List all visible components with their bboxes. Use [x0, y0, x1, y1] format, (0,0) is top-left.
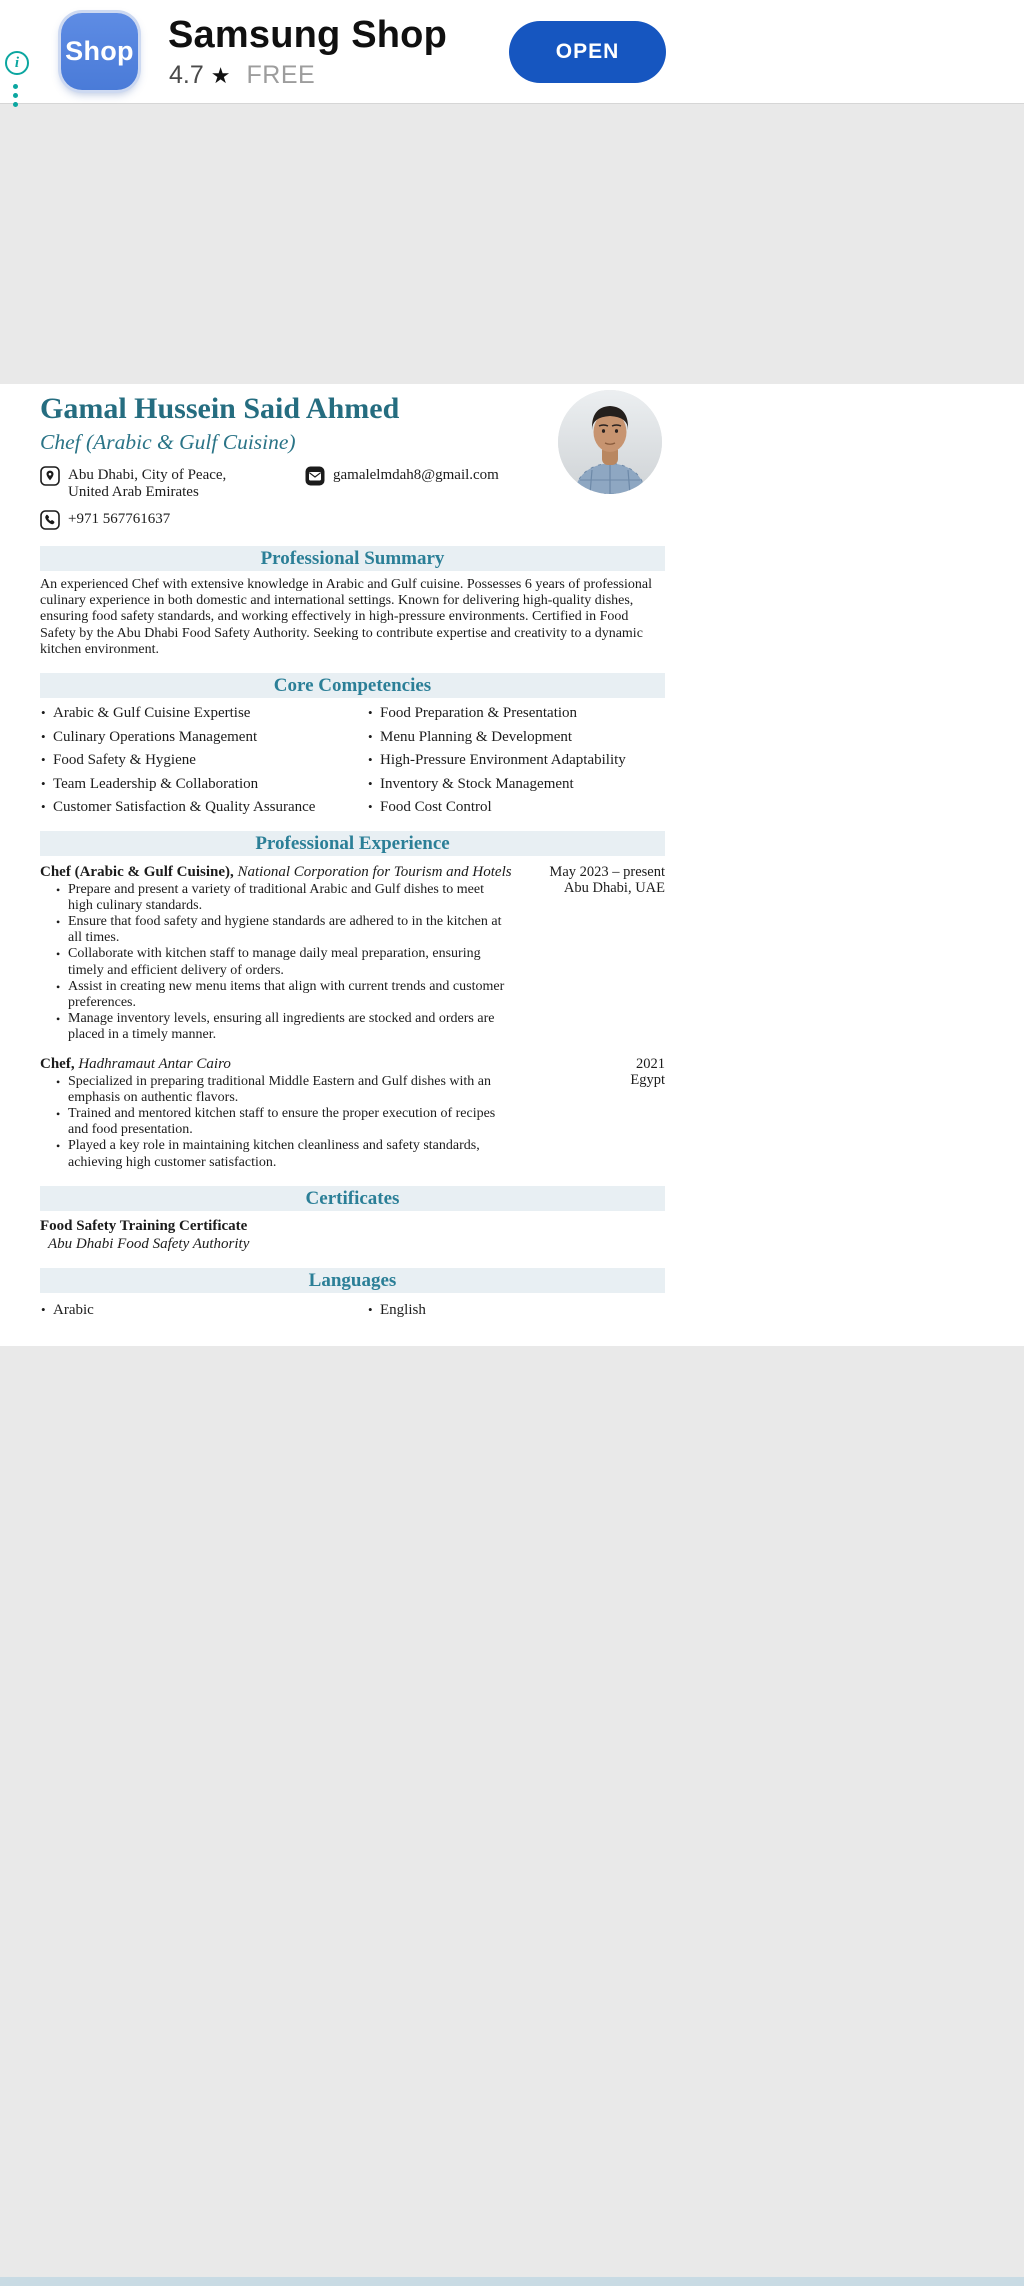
section-heading-summary: Professional Summary: [40, 546, 665, 571]
email-icon: [305, 466, 325, 486]
job-company: Hadhramaut Antar Cairo: [78, 1055, 231, 1072]
job-location: Egypt: [630, 1072, 665, 1089]
person-role: Chef (Arabic & Gulf Cuisine): [40, 430, 296, 454]
price-label: FREE: [246, 61, 316, 89]
summary-text: An experienced Chef with extensive knowledge in Arabic and Gulf cuisine. Possesses 6 years of professional culinary experience in both domestic and international settings. Known for delivering high-quality dishes, ensuring food safety standards, and working effectively in high-pressure environments. Certified in Food Safety by the Abu Dhabi Food Safety Authority. Seeking to contribute expertise and creativity to a dynamic kitchen environment.: [40, 577, 652, 657]
job-date: May 2023 – present: [549, 863, 665, 880]
app-rating-row: [169, 61, 315, 90]
job-bullets: [40, 882, 665, 1044]
list-item: • English: [367, 1302, 665, 1319]
info-icon[interactable]: i: [5, 51, 29, 75]
contact-phone: [40, 510, 305, 530]
certificate-name: Food Safety Training Certificate: [40, 1217, 248, 1234]
job-title: Chef,: [40, 1055, 75, 1072]
list-item: • Food Safety & Hygiene: [40, 752, 367, 769]
kebab-dot: [13, 84, 18, 89]
email-text: gamalelmdah8@gmail.com: [333, 467, 499, 483]
list-item: • Prepare and present a variety of traditional Arabic and Gulf dishes to meet high culinary standards.: [56, 882, 506, 914]
open-button[interactable]: OPEN: [509, 21, 666, 83]
list-item: • Menu Planning & Development: [367, 729, 665, 746]
phone-text: +971 567761637: [68, 511, 171, 527]
experience-job: [40, 1056, 665, 1171]
location-text: Abu Dhabi, City of Peace, United Arab Emirates: [68, 467, 227, 500]
avatar: [558, 390, 662, 494]
resume-content: [40, 384, 665, 1318]
app-icon[interactable]: Shop: [61, 13, 138, 90]
section-heading-languages: Languages: [40, 1268, 665, 1293]
job-bullets: [40, 1074, 665, 1171]
list-item: • Team Leadership & Collaboration: [40, 776, 367, 793]
section-heading-experience: Professional Experience: [40, 831, 665, 856]
languages-list: [40, 1302, 665, 1319]
app-install-banner: [0, 0, 1024, 103]
list-item: • Trained and mentored kitchen staff to ensure the proper execution of recipes and food presentation.: [56, 1106, 506, 1138]
list-item: • Arabic & Gulf Cuisine Expertise: [40, 705, 367, 722]
job-date-location: [630, 1056, 665, 1089]
list-item: • Food Preparation & Presentation: [367, 705, 665, 722]
list-item: • Ensure that food safety and hygiene standards are adhered to in the kitchen at all times.: [56, 914, 506, 946]
section-heading-competencies: Core Competencies: [40, 673, 665, 698]
job-date-location: [549, 864, 665, 897]
certificate-issuer: Abu Dhabi Food Safety Authority: [48, 1235, 250, 1252]
person-photo: [558, 390, 662, 494]
list-item: • Collaborate with kitchen staff to manage daily meal preparation, ensuring timely and efficient delivery of orders.: [56, 946, 506, 978]
list-item: • Specialized in preparing traditional Middle Eastern and Gulf dishes with an emphasis on authentic flavors.: [56, 1074, 506, 1106]
list-item: • Customer Satisfaction & Quality Assurance: [40, 799, 367, 816]
job-title: Chef (Arabic & Gulf Cuisine),: [40, 863, 234, 880]
job-date: 2021: [636, 1055, 665, 1072]
resume-page: [0, 384, 1024, 1346]
person-name: Gamal Hussein Said Ahmed: [40, 392, 400, 425]
list-item: • High-Pressure Environment Adaptability: [367, 752, 665, 769]
job-title-line: [40, 1056, 665, 1073]
rating-value: 4.7: [169, 61, 204, 89]
list-item: • Inventory & Stock Management: [367, 776, 665, 793]
job-location: Abu Dhabi, UAE: [563, 880, 665, 897]
list-item: • Culinary Operations Management: [40, 729, 367, 746]
kebab-dot: [13, 102, 18, 107]
list-item: • Assist in creating new menu items that align with current trends and customer preferences.: [56, 979, 506, 1011]
competencies-list: [40, 705, 665, 816]
job-company: National Corporation for Tourism and Hotels: [237, 863, 512, 880]
list-item: • Arabic: [40, 1302, 367, 1319]
more-options-icon[interactable]: [13, 84, 18, 107]
list-item: • Manage inventory levels, ensuring all ingredients are stocked and orders are placed in a timely manner.: [56, 1011, 506, 1043]
section-heading-certificates: Certificates: [40, 1186, 665, 1211]
horizontal-scrollbar[interactable]: [0, 2277, 1024, 2286]
list-item: • Played a key role in maintaining kitchen cleanliness and safety standards, achieving high customer satisfaction.: [56, 1138, 506, 1170]
location-icon: [40, 466, 60, 486]
list-item: • Food Cost Control: [367, 799, 665, 816]
experience-job: [40, 864, 665, 1044]
contact-location: [40, 466, 305, 500]
app-title[interactable]: Samsung Shop: [168, 14, 447, 56]
kebab-dot: [13, 93, 18, 98]
star-icon: ★: [210, 62, 231, 88]
phone-icon: [40, 510, 60, 530]
